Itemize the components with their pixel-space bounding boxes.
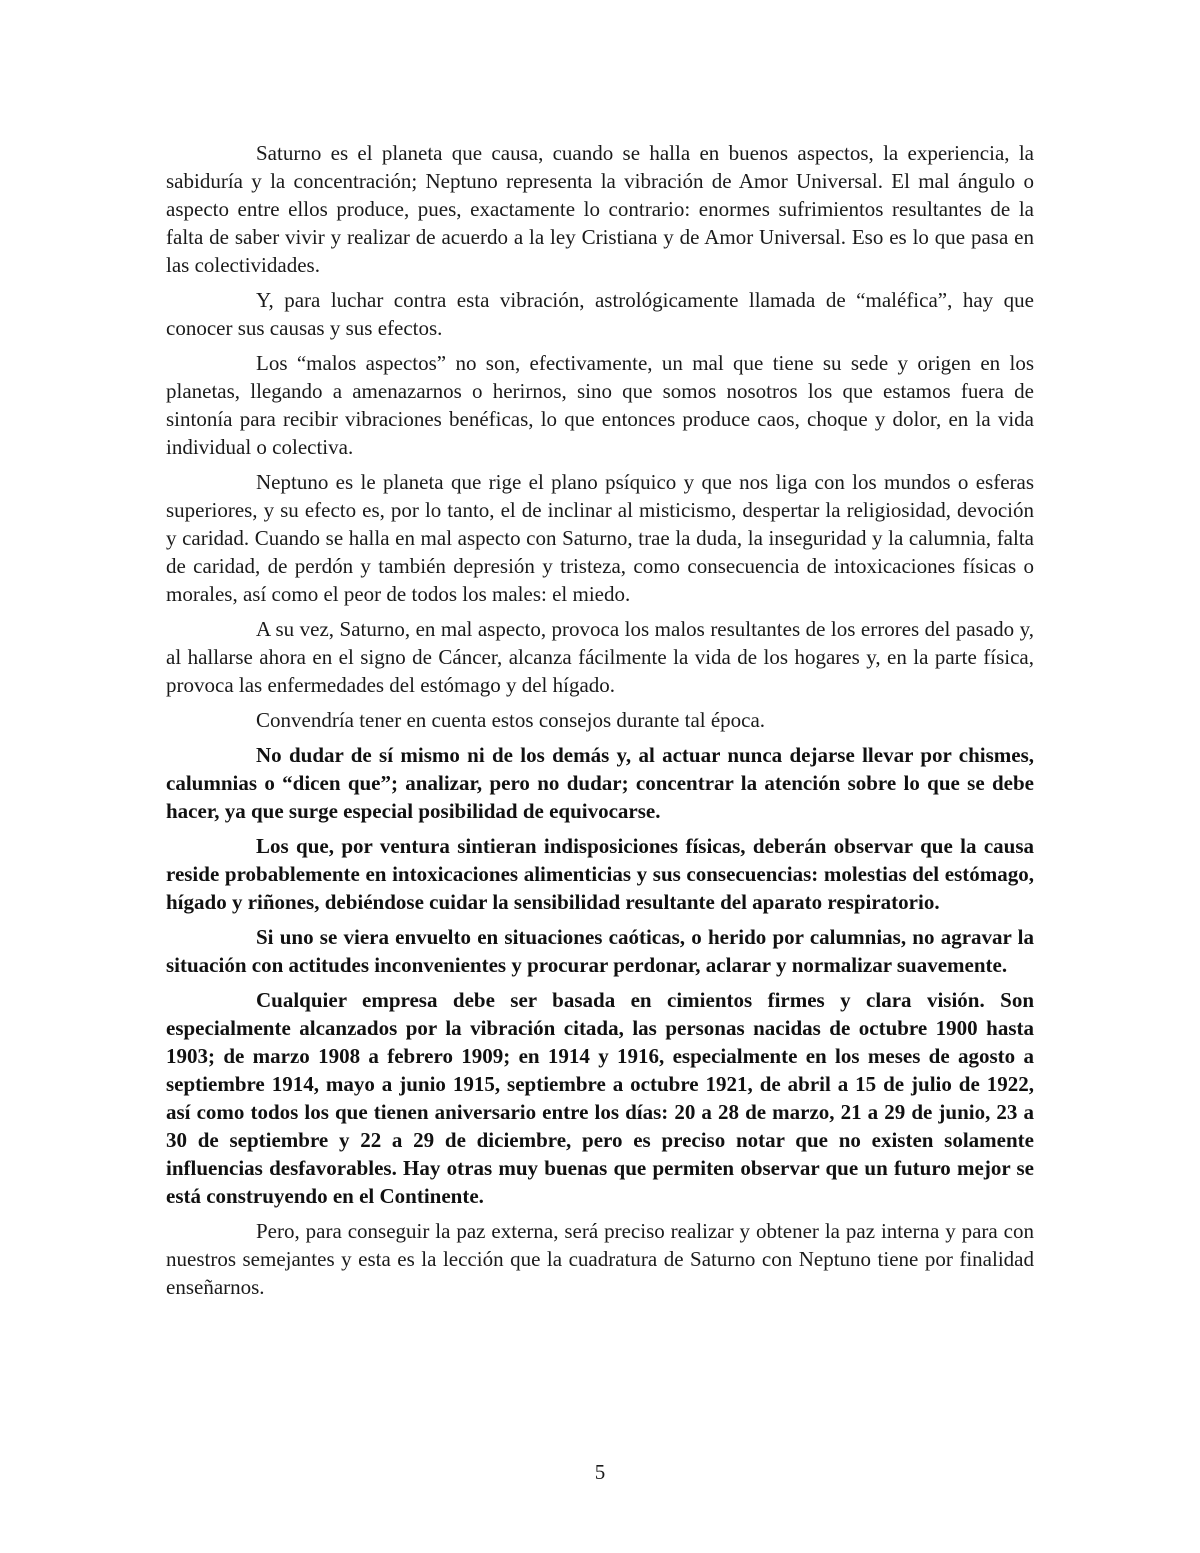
- paragraph-situaciones-caoticas: Si uno se viera envuelto en situaciones caóticas, o herido por calumnias, no agravar la situación con actitudes inconvenientes y procurar perdonar, aclarar y normalizar suavemente.: [166, 925, 1034, 977]
- paragraph-consejos: Convendría tener en cuenta estos consejos durante tal época.: [256, 708, 766, 732]
- paragraph-cualquier-empresa: Cualquier empresa debe ser basada en cimientos firmes y clara visión. Son especialmente alcanzados por la vibración citada, las personas nacidas de octubre 1900 hasta 1903; de marzo 1908 a febrero 1909; en 1914 y 1916, especialmente en los meses de agosto a septiembre 1914, mayo a junio 1915, septiembre a octubre 1921, de abril a 15 de julio de 1922, así como todos los que tienen aniversario entre los días: 20 a 28 de marzo, 21 a 29 de junio, 23 a 30 de septiembre y 22 a 29 de diciembre, pero es preciso notar que no existen solamente influencias desfavorables. Hay otras muy buenas que permiten observar que un futuro mejor se está construyendo en el Continente.: [166, 988, 1034, 1208]
- paragraph-neptuno-psiquico: Neptuno es le planeta que rige el plano psíquico y que nos liga con los mundos o esferas superiores, y su efecto es, por lo tanto, el de inclinar al misticismo, despertar la religiosidad, devoción y caridad. Cuando se halla en mal aspecto con Saturno, trae la duda, la inseguridad y la calumnia, falta de caridad, de perdón y también depresión y tristeza, como consecuencia de intoxicaciones físicas o morales, así como el peor de todos los males: el miedo.: [166, 470, 1034, 606]
- page-body: [166, 139, 1034, 1308]
- paragraph-luchar-vibracion: Y, para luchar contra esta vibración, astrológicamente llamada de “maléfica”, hay que conocer sus causas y sus efectos.: [166, 288, 1034, 340]
- paragraph-indisposiciones: Los que, por ventura sintieran indisposiciones físicas, deberán observar que la causa reside probablemente en intoxicaciones alimenticias y sus consecuencias: molestias del estómago, hígado y riñones, debiéndose cuidar la sensibilidad resultante del aparato respiratorio.: [166, 834, 1034, 914]
- page-number: 5: [594, 1460, 606, 1484]
- paragraph-saturno-cancer: A su vez, Saturno, en mal aspecto, provoca los malos resultantes de los errores del pasado y, al hallarse ahora en el signo de Cáncer, alcanza fácilmente la vida de los hogares y, en la parte física, provoca las enfermedades del estómago y del hígado.: [166, 617, 1034, 697]
- paragraph-saturno-neptuno: Saturno es el planeta que causa, cuando se halla en buenos aspectos, la experiencia, la sabiduría y la concentración; Neptuno representa la vibración de Amor Universal. El mal ángulo o aspecto entre ellos produce, pues, exactamente lo contrario: enormes sufrimientos resultantes de la falta de saber vivir y realizar de acuerdo a la ley Cristiana y de Amor Universal. Eso es lo que pasa en las colectividades.: [166, 141, 1034, 277]
- paragraph-paz-interna: Pero, para conseguir la paz externa, será preciso realizar y obtener la paz interna y para con nuestros semejantes y esta es la lección que la cuadratura de Saturno con Neptuno tiene por finalidad enseñarnos.: [166, 1219, 1034, 1299]
- paragraph-malos-aspectos: Los “malos aspectos” no son, efectivamente, un mal que tiene su sede y origen en los planetas, llegando a amenazarnos o herirnos, sino que somos nosotros los que estamos fuera de sintonía para recibir vibraciones benéficas, lo que entonces produce caos, choque y dolor, en la vida individual o colectiva.: [166, 351, 1034, 459]
- paragraph-no-dudar: No dudar de sí mismo ni de los demás y, al actuar nunca dejarse llevar por chismes, calumnias o “dicen que”; analizar, pero no dudar; concentrar la atención sobre lo que se debe hacer, ya que surge especial posibilidad de equivocarse.: [166, 743, 1034, 823]
